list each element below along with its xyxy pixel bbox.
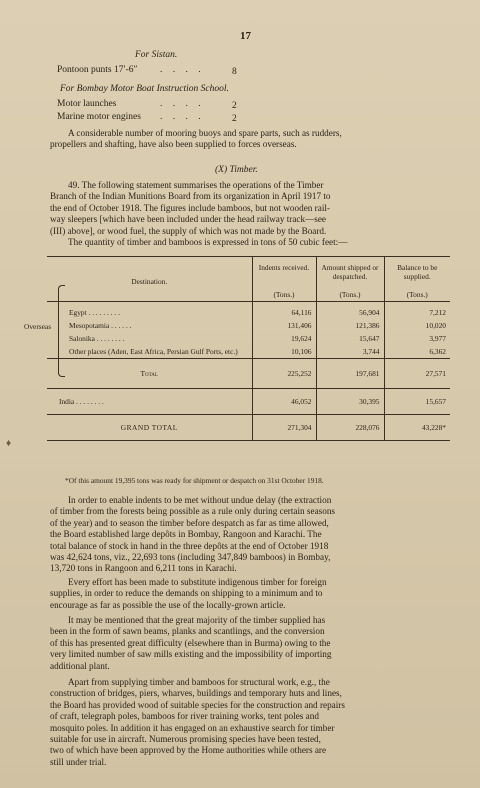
pontoon-label: Pontoon punts 17′-6″ (57, 65, 138, 75)
table-row (47, 345, 450, 359)
total-indents: 225,252 (252, 359, 316, 389)
engines-label: Marine motor engines (57, 112, 141, 122)
grand-total-row (47, 415, 450, 441)
text-line: the Board established large depôts in Bombay, Rangoon and Karachi. The (50, 529, 322, 540)
engines-dots: . . . . (160, 112, 205, 122)
row-indents: 131,406 (252, 319, 316, 332)
grand-total-amount: 228,076 (316, 415, 384, 441)
text-line: two of which have been approved by the Home authorities while others are (50, 745, 327, 756)
overseas-label: Overseas (24, 322, 52, 331)
india-label: India . . . . . . . . (59, 397, 104, 406)
text-line: of craft, telegraph poles, bamboos for river training works, tent poles and (50, 711, 319, 722)
sistan-heading: For Sistan. (135, 50, 178, 60)
row-amount: 15,647 (316, 332, 384, 345)
text-line: construction of bridges, piers, wharves, buildings and temporary huts and lines, (50, 688, 342, 699)
text-line: encourage as far as possible the use of the locally-grown article. (50, 599, 286, 610)
text-line: very limited number of saw mills existing and the impossibility of importing (50, 649, 332, 660)
text-line: way sleepers [which have been included under the head railway track—see (50, 214, 327, 225)
india-amount: 30,395 (316, 389, 384, 415)
text-line: suitable for use in aircraft. Numerous promising species have been tested, (50, 734, 321, 745)
india-indents: 46,052 (252, 389, 316, 415)
total-balance: 27,571 (384, 359, 450, 389)
total-amount: 197,681 (316, 359, 384, 389)
grand-total-balance: 43,228* (384, 415, 450, 441)
text-line: Branch of the Indian Munitions Board from its organization in April 1917 to (50, 191, 331, 202)
grand-total-label: GRAND TOTAL (120, 423, 178, 432)
text-line: propellers and shafting, have also been supplied to forces overseas. (50, 139, 297, 150)
text-line: additional plant. (50, 660, 110, 671)
text-line: total balance of stock in hand in the three depôts at the end of October 1918 (50, 540, 329, 551)
header-indents: Indents received. (252, 257, 316, 288)
text-line: the Board has provided wood of suitable species for the construction and repairs (50, 699, 345, 710)
header-destination: Destination. (131, 277, 168, 286)
timber-table (47, 257, 450, 441)
table-row (47, 332, 450, 345)
text-line: In order to enable indents to be met without undue delay (the extraction (68, 495, 332, 505)
units-balance: (Tons.) (384, 288, 450, 302)
paragraph-49 (50, 180, 448, 248)
text-line: The quantity of timber and bamboos is expressed in tons of 50 cubic feet:— (68, 237, 348, 248)
units-amount: (Tons.) (316, 288, 384, 302)
paragraph-majority (50, 615, 448, 672)
text-line: Apart from supplying timber and bamboos for structural work, e.g., the (68, 677, 330, 687)
propellers-paragraph (50, 128, 448, 151)
units-row (47, 288, 450, 302)
row-destination: Salonika . . . . . . . . (69, 334, 125, 343)
paragraph-effort (50, 577, 448, 611)
table-footnote: *Of this amount 19,395 tons was ready for shipment or despatch on 31st October 1918. (65, 476, 324, 485)
header-balance: Balance to be supplied. (384, 257, 450, 288)
bombay-heading: For Bombay Motor Boat Instruction School. (60, 84, 229, 94)
text-line: It may be mentioned that the great majority of the timber supplied has (68, 615, 326, 625)
grand-total-indents: 271,304 (252, 415, 316, 441)
text-line: A considerable number of mooring buoys and spare parts, such as rudders, (68, 128, 342, 138)
row-indents: 19,624 (252, 332, 316, 345)
text-line: been in the form of sawn beams, planks and scantlings, and the conversion (50, 626, 325, 637)
text-line: 49. The following statement summarises the operations of the Timber (68, 180, 324, 190)
launches-dots: . . . . (160, 99, 205, 109)
total-label: Total (140, 369, 158, 378)
row-destination: Egypt . . . . . . . . . (69, 308, 120, 317)
text-line: of the year) and to season the timber before despatch as far as time allowed, (50, 517, 329, 528)
page-number: 17 (240, 30, 251, 42)
row-destination: Other places (Aden, East Africa, Persian Gulf Ports, etc.) (69, 347, 238, 356)
row-amount: 56,904 (316, 302, 384, 320)
margin-mark: ♦ (6, 438, 12, 449)
launches-label: Motor launches (57, 99, 117, 109)
row-amount: 3,744 (316, 345, 384, 359)
row-balance: 7,212 (384, 302, 450, 320)
header-amount: Amount shipped or despatched. (316, 257, 384, 288)
units-indents: (Tons.) (252, 288, 316, 302)
text-line: supplies, in order to reduce the demands on shipping to a minimum and to (50, 588, 323, 599)
text-line: the end of October 1918. The figures include bamboos, but not wooden rail- (50, 202, 330, 213)
table-header-row (47, 257, 450, 288)
overseas-brace (58, 285, 65, 377)
india-row (47, 389, 450, 415)
timber-heading (215, 165, 258, 175)
row-indents: 64,116 (252, 302, 316, 320)
text-line: 13,720 tons in Rangoon and 6,211 tons in Karachi. (50, 563, 237, 574)
row-balance: 10,020 (384, 319, 450, 332)
units-blank (47, 288, 252, 302)
timber-heading-text: (X) Timber. (215, 165, 258, 175)
text-line: of this has presented great difficulty (elsewhere than in Burma) owing to the (50, 637, 331, 648)
engines-value: 2 (232, 114, 237, 124)
row-indents: 10,106 (252, 345, 316, 359)
text-line: mosquito poles. In addition it has engaged on an exhaustive search for timber (50, 722, 335, 733)
row-balance: 3,977 (384, 332, 450, 345)
text-line: Every effort has been made to substitute indigenous timber for foreign (68, 577, 327, 587)
text-line: (III) above], or wood fuel, the supply of which was not made by the Board. (50, 225, 327, 236)
paragraph-apart (50, 677, 448, 768)
text-line: was 42,624 tons, viz., 22,693 tons (including 347,849 bamboos) in Bombay, (50, 552, 331, 563)
text-line: still under trial. (50, 756, 107, 767)
pontoon-value: 8 (232, 67, 237, 77)
total-row (47, 359, 450, 389)
row-balance: 6,362 (384, 345, 450, 359)
row-amount: 121,386 (316, 319, 384, 332)
india-balance: 15,657 (384, 389, 450, 415)
table-row (47, 302, 450, 320)
row-destination: Mesopotamia . . . . . . (69, 321, 132, 330)
text-line: of timber from the forests being possible as a rule only during certain seasons (50, 506, 335, 517)
launches-value: 2 (232, 101, 237, 111)
table-row (47, 319, 450, 332)
paragraph-indents (50, 495, 448, 575)
pontoon-dots: . . . . (160, 65, 205, 75)
